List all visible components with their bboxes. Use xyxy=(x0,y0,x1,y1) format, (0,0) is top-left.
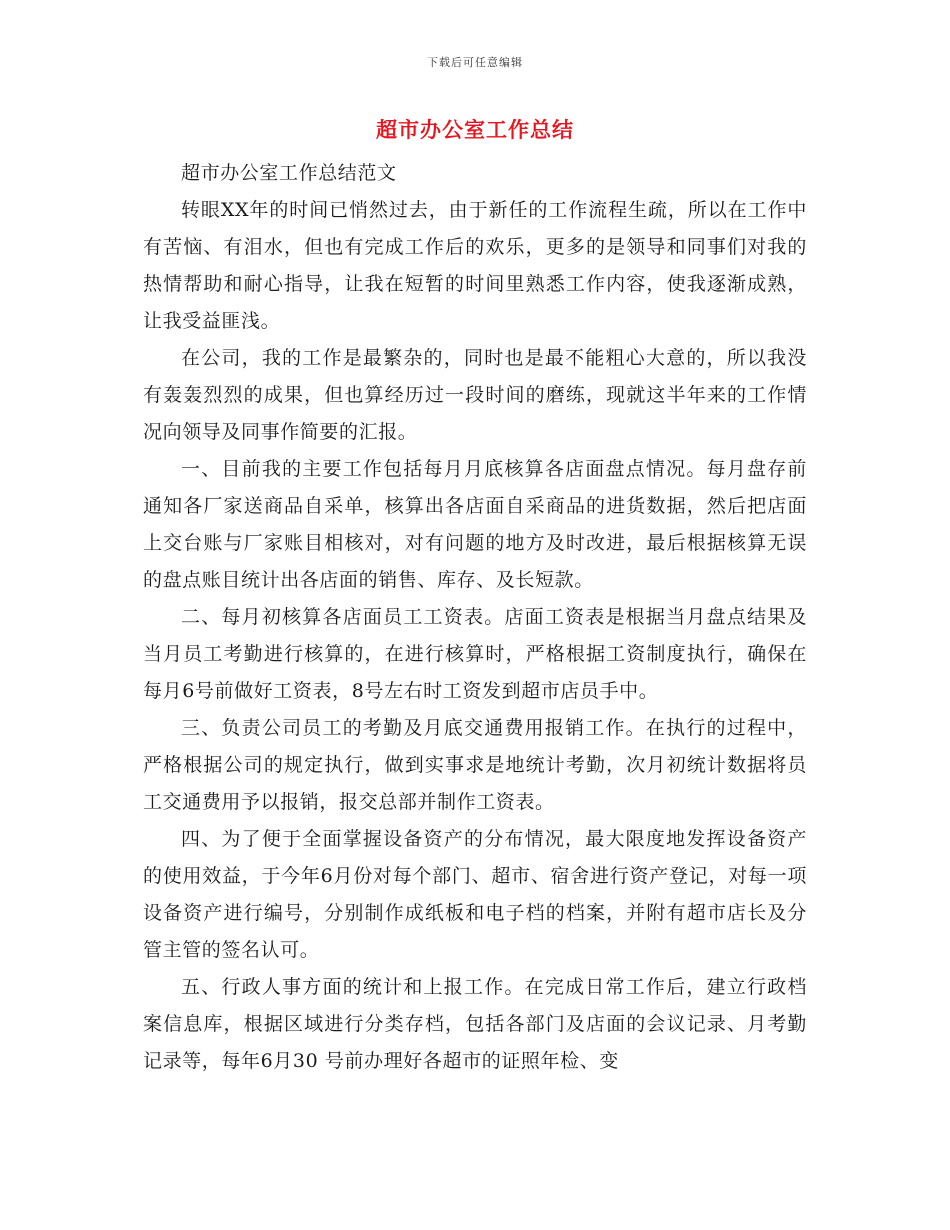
paragraph: 五、行政人事方面的统计和上报工作。在完成日常工作后，建立行政档案信息库，根据区域进行分类存档，包括各部门及店面的会议记录、月考勤记录等，每年6月30 号前办理好各超市的证照年检、变 xyxy=(143,976,807,1072)
page-header-note: 下载后可任意编辑 xyxy=(427,56,523,69)
document-body xyxy=(143,155,807,1080)
paragraph: 二、每月初核算各店面员工工资表。店面工资表是根据当月盘点结果及当月员工考勤进行核算的，在进行核算时，严格根据工资制度执行，确保在每月6号前做好工资表，8号左右时工资发到超市店员手中。 xyxy=(143,606,807,702)
paragraph-subtitle: 超市办公室工作总结范文 xyxy=(181,162,397,184)
paragraph: 在公司，我的工作是最繁杂的，同时也是最不能粗心大意的，所以我没有轰轰烈烈的成果，但也算经历过一段时间的磨练，现就这半年来的工作情况向领导及同事作简要的汇报。 xyxy=(143,347,807,443)
paragraph: 一、目前我的主要工作包括每月月底核算各店面盘点情况。每月盘存前通知各厂家送商品自采单，核算出各店面自采商品的进货数据，然后把店面上交台账与厂家账目相核对，对有问题的地方及时改进，最后根据核算无误的盘点账目统计出各店面的销售、库存、及长短款。 xyxy=(143,458,807,591)
paragraph: 三、负责公司员工的考勤及月底交通费用报销工作。在执行的过程中，严格根据公司的规定执行，做到实事求是地统计考勤，次月初统计数据将员工交通费用予以报销，报交总部并制作工资表。 xyxy=(143,717,807,813)
paragraph: 四、为了便于全面掌握设备资产的分布情况，最大限度地发挥设备资产的使用效益，于今年6月份对每个部门、超市、宿舍进行资产登记，对每一项设备资产进行编号，分别制作成纸板和电子档的档案，并附有超市店长及分管主管的签名认可。 xyxy=(143,828,807,961)
document-title: 超市办公室工作总结 xyxy=(376,118,574,142)
paragraph: 转眼XX年的时间已悄然过去，由于新任的工作流程生疏，所以在工作中有苦恼、有泪水，但也有完成工作后的欢乐，更多的是领导和同事们对我的热情帮助和耐心指导，让我在短暂的时间里熟悉工作内容，使我逐渐成熟，让我受益匪浅。 xyxy=(143,199,807,332)
